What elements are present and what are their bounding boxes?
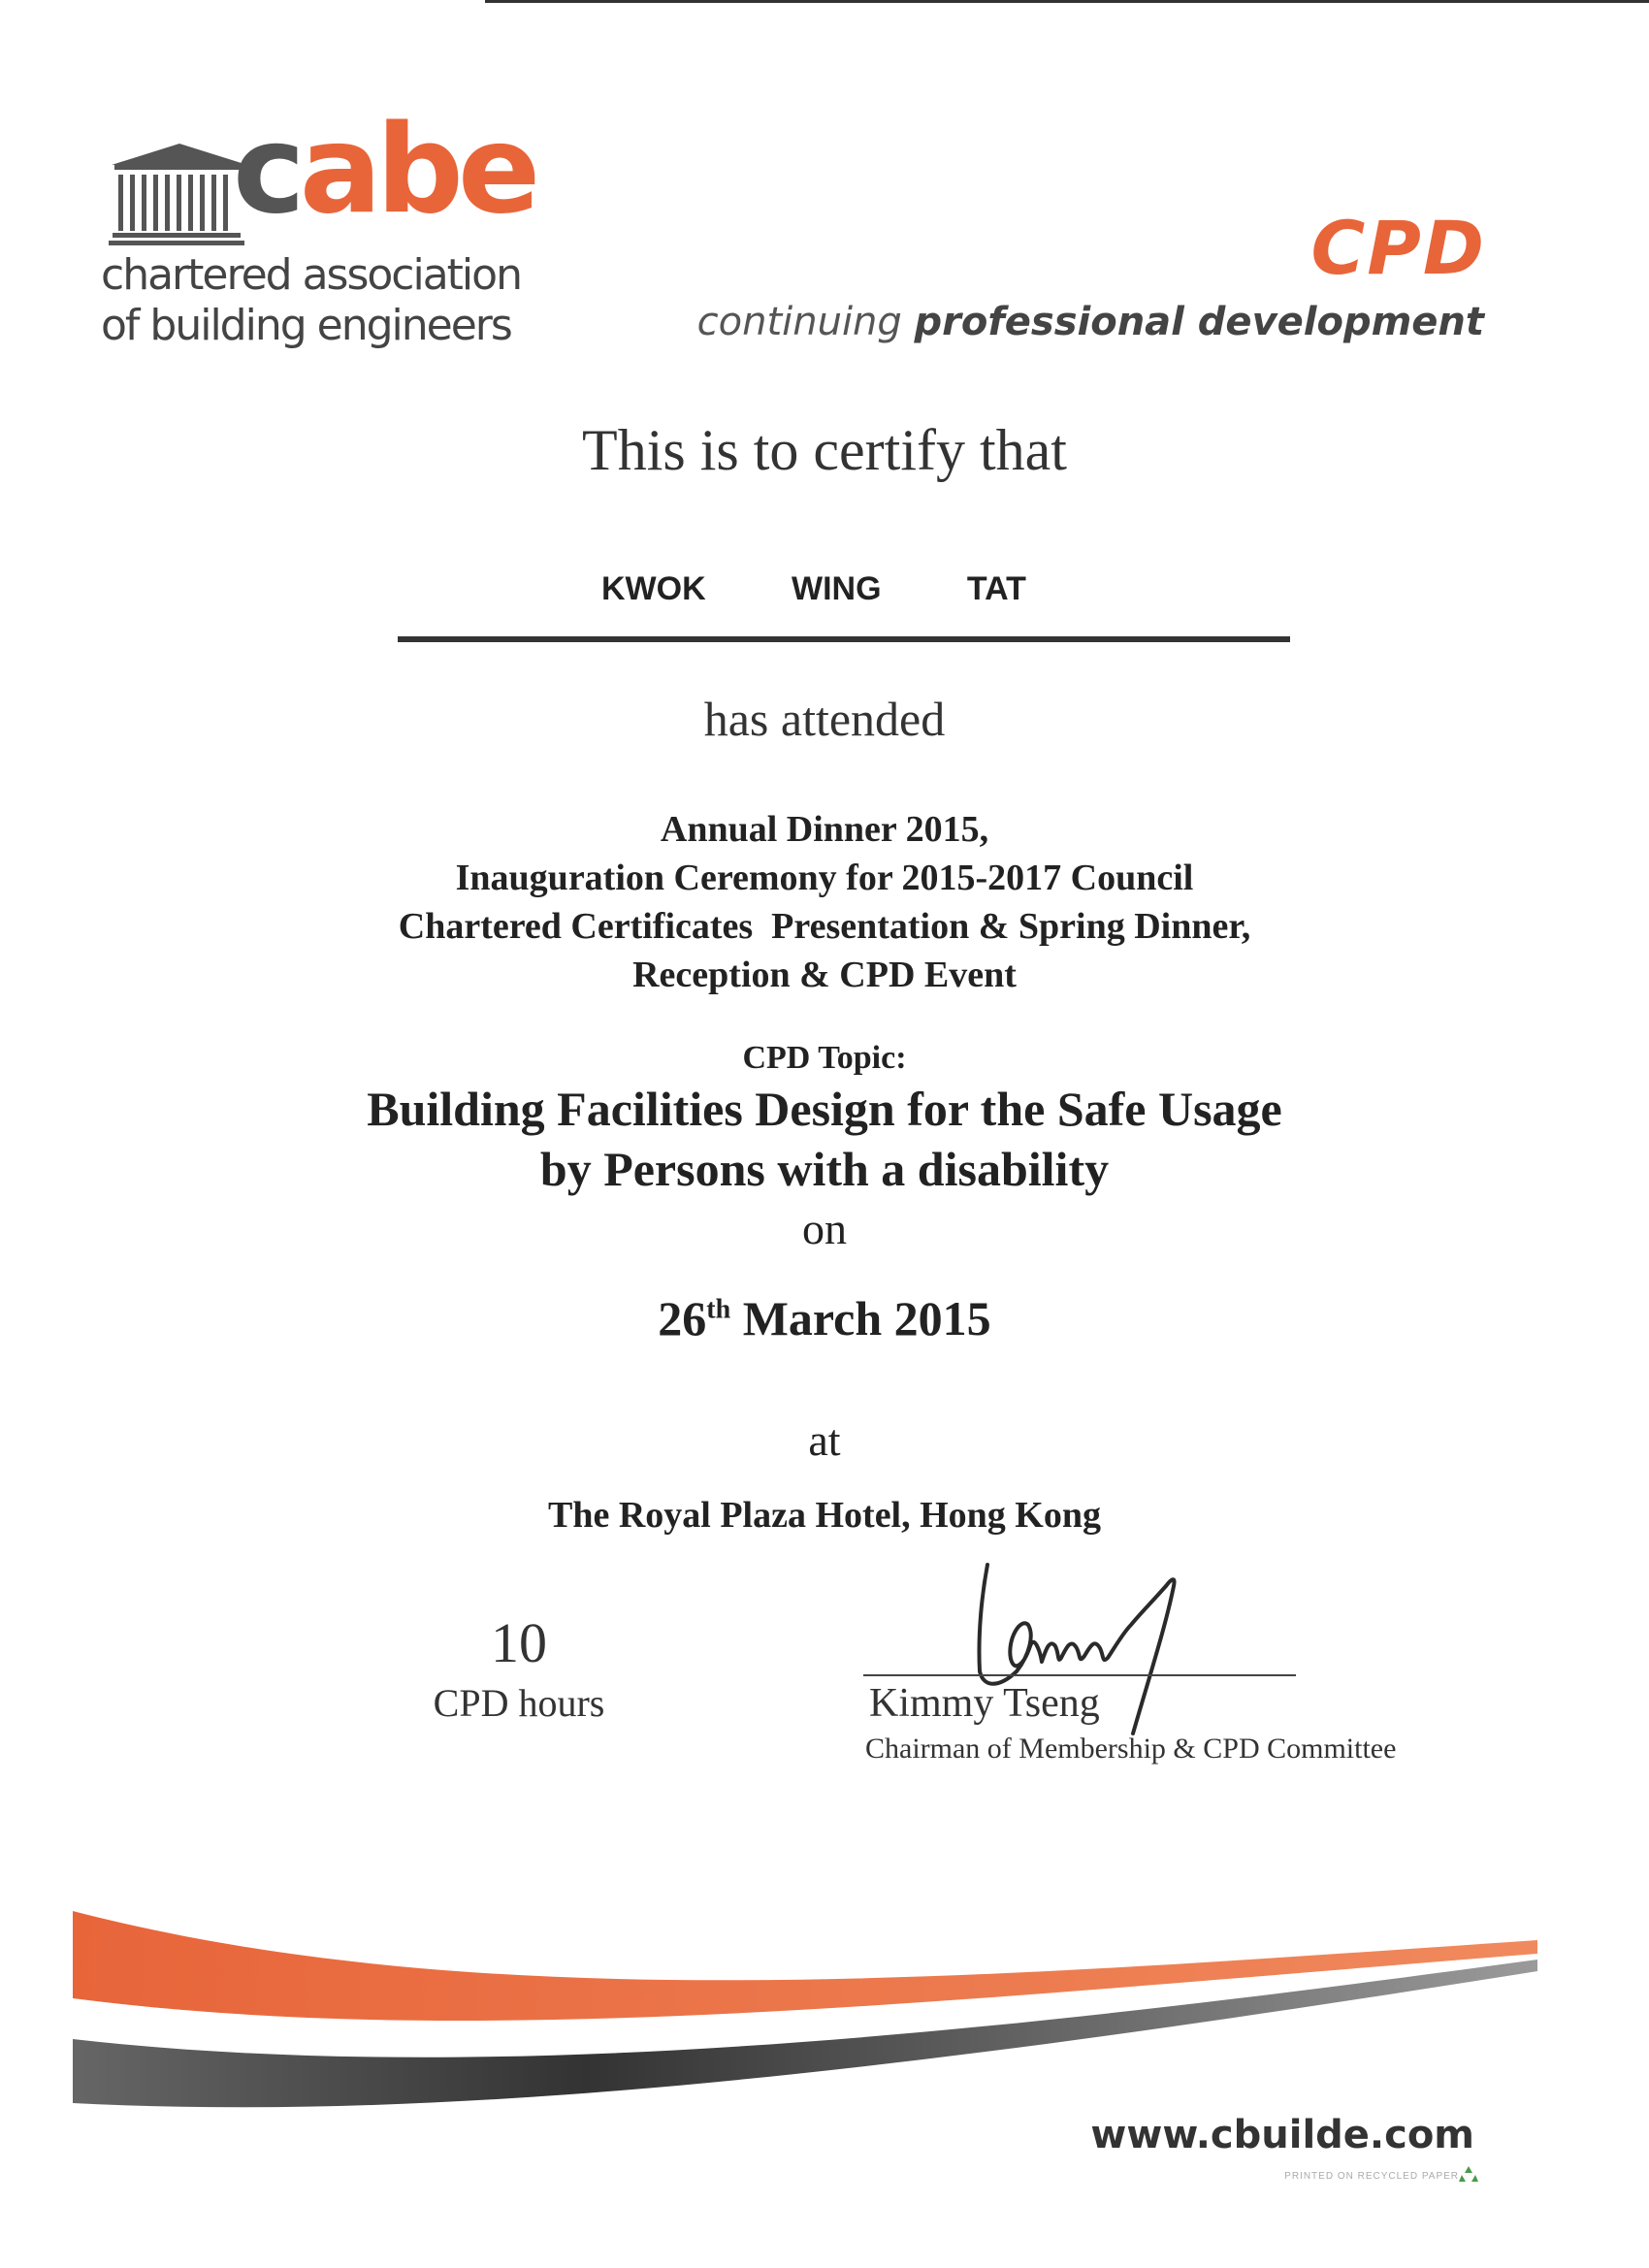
certify-heading: This is to certify that — [582, 418, 1067, 482]
cpd-hours-label: CPD hours — [433, 1681, 605, 1725]
signer-name: Kimmy Tseng — [869, 1681, 1100, 1726]
event-line: Inauguration Ceremony for 2015-2017 Council — [455, 858, 1194, 898]
website-url: www.cbuilde.com — [1090, 2113, 1474, 2157]
cpd-topic-label: CPD Topic: — [742, 1040, 907, 1076]
cabe-wordmark: cabe — [233, 98, 535, 241]
cpd-tagline — [696, 300, 1484, 344]
event-list — [0, 805, 1649, 999]
recycle-icon — [1459, 2165, 1478, 2183]
topic-line: Building Facilities Design for the Safe Usage — [367, 1082, 1282, 1136]
date-day: 26 — [658, 1291, 707, 1345]
signature-line — [863, 1674, 1296, 1676]
event-line: Annual Dinner 2015, — [660, 809, 989, 850]
on-line: on — [802, 1204, 847, 1253]
cpd-tagline-prefix: continuing — [696, 300, 902, 344]
decorative-swoosh — [0, 1892, 1649, 2144]
event-line: Reception & CPD Event — [632, 955, 1017, 995]
cpd-hours-value: 10 — [491, 1611, 547, 1674]
date-suffix: th — [706, 1294, 731, 1325]
at-line: at — [808, 1415, 841, 1465]
date-month-year: March 2015 — [730, 1291, 991, 1345]
top-border-line — [485, 0, 1649, 3]
cabe-logo — [97, 98, 535, 369]
recipient-name: KWOK WING TAT — [601, 570, 1026, 607]
logo-subtitle-line2: of building engineers — [101, 301, 511, 350]
logo-subtitle-line1: chartered association — [101, 250, 521, 300]
cpd-mark: CPD — [1310, 205, 1486, 291]
event-line: Chartered Certificates Presentation & Spring Dinner, — [398, 906, 1251, 947]
event-venue: The Royal Plaza Hotel, Hong Kong — [548, 1495, 1101, 1536]
cpd-topic — [0, 1079, 1649, 1199]
recycled-paper-note: PRINTED ON RECYCLED PAPER — [1284, 2171, 1459, 2182]
building-columns-icon — [107, 136, 252, 252]
event-date — [0, 1290, 1649, 1346]
name-underline — [398, 636, 1290, 642]
cpd-tagline-bold: professional development — [914, 300, 1484, 344]
signer-title: Chairman of Membership & CPD Committee — [865, 1733, 1397, 1765]
topic-line: by Persons with a disability — [539, 1142, 1110, 1196]
attended-line: has attended — [703, 692, 946, 746]
